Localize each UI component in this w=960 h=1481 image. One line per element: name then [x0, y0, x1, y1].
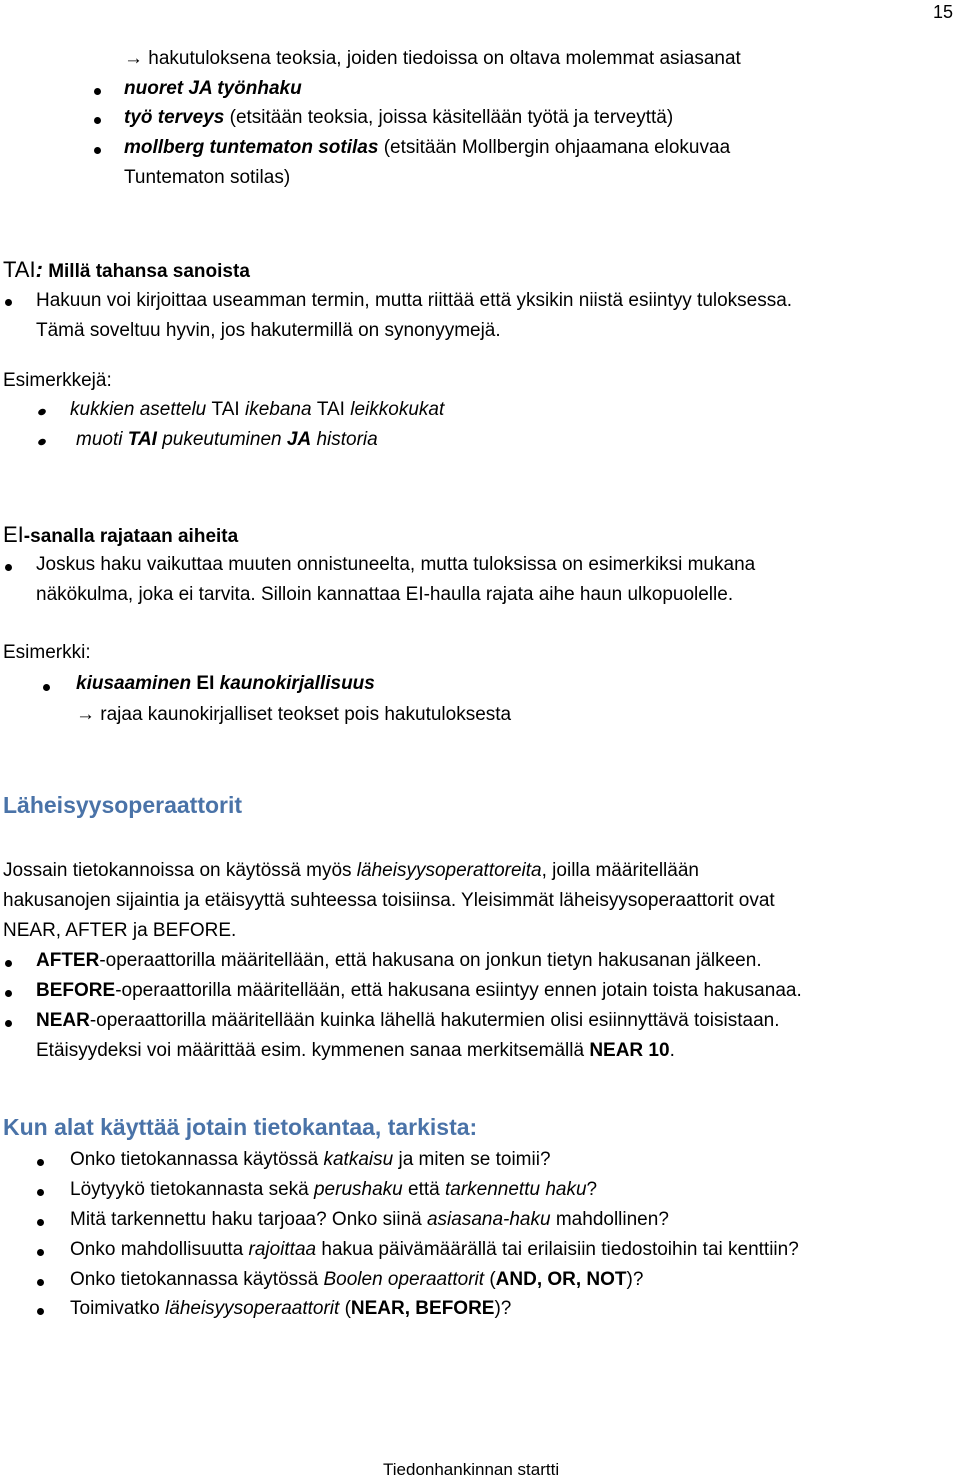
bullet-icon	[37, 1219, 44, 1226]
not-arrow-line: → rajaa kaunokirjalliset teokset pois hakutuloksesta	[76, 704, 512, 725]
or-examples-label: Esimerkkejä:	[3, 370, 112, 391]
bullet-icon	[5, 564, 12, 571]
not-example-label: Esimerkki:	[3, 642, 91, 663]
not-example: kiusaaminen EI kaunokirjallisuus	[76, 673, 375, 694]
bullet-icon	[94, 117, 101, 124]
proximity-para-2: hakusanojen sijaintia ja etäisyyttä suhteessa toisiinsa. Yleisimmät läheisyysoperaattorit ovat	[3, 890, 775, 911]
not-heading: EI-sanalla rajataan aiheita	[3, 522, 239, 547]
bullet-icon	[94, 147, 101, 154]
bullet-icon	[5, 990, 12, 997]
checklist-item: Mitä tarkennettu haku tarjoaa? Onko siinä asiasana-haku mahdollinen?	[70, 1209, 669, 1230]
proximity-item-before: BEFORE-operaattorilla määritellään, että hakusana esiintyy ennen jotain toista hakusanaa.	[36, 980, 802, 1001]
bullet-icon	[37, 1279, 44, 1286]
checklist-heading: Kun alat käyttää jotain tietokantaa, tarkista:	[3, 1114, 478, 1140]
or-example-2: muoti TAI pukeutuminen JA historia	[76, 429, 378, 450]
proximity-item-after: AFTER-operaattorilla määritellään, että hakusana on jonkun tietyn hakusanan jälkeen.	[36, 950, 762, 971]
proximity-para-3: NEAR, AFTER ja BEFORE.	[3, 920, 237, 941]
not-description-1: Joskus haku vaikuttaa muuten onnistuneelta, mutta tuloksissa on esimerkiksi mukana	[36, 554, 756, 575]
checklist-item: Onko tietokannassa käytössä Boolen operaattorit (AND, OR, NOT)?	[70, 1269, 644, 1290]
and-example-2: työ terveys (etsitään teoksia, joissa käsitellään työtä ja terveyttä)	[124, 107, 674, 128]
proximity-heading: Läheisyysoperaattorit	[3, 792, 243, 818]
bullet-icon	[94, 88, 101, 95]
page-footer: Tiedonhankinnan startti	[383, 1460, 560, 1479]
proximity-item-near: NEAR-operaattorilla määritellään kuinka lähellä hakutermien olisi esiinnyttävä toisistaan.	[36, 1010, 780, 1031]
bullet-icon	[5, 1020, 12, 1027]
bullet-icon	[37, 1189, 44, 1196]
and-example-1: nuoret JA työnhaku	[124, 78, 302, 99]
bullet-icon	[37, 408, 47, 417]
checklist-item: Toimivatko läheisyysoperaattorit (NEAR, BEFORE)?	[70, 1298, 512, 1319]
bullet-icon	[5, 299, 12, 306]
or-description-2: Tämä soveltuu hyvin, jos hakutermillä on synonyymejä.	[36, 320, 501, 341]
bullet-icon	[5, 960, 12, 967]
bullet-icon	[43, 684, 50, 691]
checklist-item: Onko tietokannassa käytössä katkaisu ja miten se toimii?	[70, 1149, 551, 1170]
bullet-icon	[37, 438, 47, 447]
or-heading: TAI: Millä tahansa sanoista	[3, 257, 250, 282]
page-number: 15	[933, 2, 954, 22]
or-example-1: kukkien asettelu TAI ikebana TAI leikkokukat	[70, 399, 445, 420]
proximity-item-near-cont: Etäisyydeksi voi määrittää esim. kymmenen sanaa merkitsemällä NEAR 10.	[36, 1040, 675, 1061]
bullet-icon	[37, 1249, 44, 1256]
and-arrow-line: → hakutuloksena teoksia, joiden tiedoissa on oltava molemmat asiasanat	[124, 48, 741, 69]
bullet-icon	[37, 1308, 44, 1315]
proximity-para-1: Jossain tietokannoissa on käytössä myös läheisyysoperattoreita, joilla määritellään	[3, 860, 699, 881]
and-example-3: mollberg tuntematon sotilas (etsitään Mollbergin ohjaamana elokuvaa	[124, 137, 731, 158]
checklist-item: Onko mahdollisuutta rajoittaa hakua päivämäärällä tai erilaisiin tiedostoihin tai kenttiin?	[70, 1239, 799, 1260]
checklist-item: Löytyykö tietokannasta sekä perushaku että tarkennettu haku?	[70, 1179, 598, 1200]
bullet-icon	[37, 1159, 44, 1166]
not-description-2: näkökulma, joka ei tarvita. Silloin kannattaa EI-haulla rajata aihe haun ulkopuolelle.	[36, 584, 734, 605]
and-example-3-cont: Tuntematon sotilas)	[124, 167, 291, 188]
or-description-1: Hakuun voi kirjoittaa useamman termin, mutta riittää että yksikin niistä esiintyy tuloksessa.	[36, 290, 793, 311]
